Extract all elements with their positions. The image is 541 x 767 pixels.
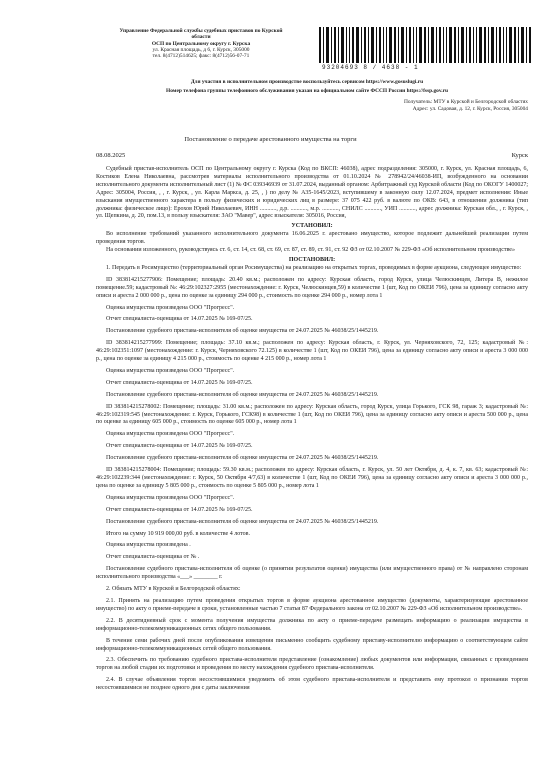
phone-notice-text: Номер телефона группы телефонного обслуживания указан на официальном сайте ФССП России https://fssp.gov.ru (166, 88, 448, 94)
document-city: Курск (511, 152, 528, 159)
property-item-2-appraiser: Оценка имущества произведена ООО "Прогресс". (106, 367, 235, 374)
barcode (319, 27, 533, 63)
ruling-item-2-3: 2.3. Обеспечить по требованию судебного пристава-исполнителя представление (ознакомление) любых документов или информации, связанных с проведением торгов на любой стадии их подготовки и проведения по месту нахождения судебного пристава-исполнителя. (96, 657, 528, 672)
ruling-item-2: 2. Обязать МТУ в Курской и Белгородской областях: (106, 586, 241, 593)
appraisal-blank: Оценка имущества произведена . (106, 542, 191, 549)
property-item-3: ID 383814215278002: Помещение; площадь: 31.00 кв.м.; расположен по адресу: Курская область, город Курск, улица Горького, ГСК 98, гараж 3; кадастровый №: 46:29:102319:545 (местонахождение: г. Курск, Горького, ГСК98) в количестве 1 (шт, Код по ОКЕИ 796), цена за единицу согласно акту описи и ареста 500 000 р., цена по оценке за единицу 605 000 р., стоимость по оценке 605 000 р., номер лота 1 (96, 403, 528, 426)
issuer-line5: тел. 8(4712)514625; факс: 8(4712)56-07-71 (152, 53, 250, 60)
property-item-4-report: Отчет специалиста-оценщика от 14.07.2025 № 169-07/25. (106, 506, 253, 513)
property-item-2: ID 383814215277999: Помещение; площадь: 37.10 кв.м.; расположен по адресу: Курская область, г. Курск, ул. Черняховского, 72, 125; кадастровый №: 46:29:102351:1097 (местонахождение: г. Курск, Черняховского 72.125) в количестве 1 (шт, Код по ОКЕИ 796), цена за единицу согласно акту описи и ареста 3 000 000 р., цена по оценке за единицу 4 215 000 р., стоимость по оценке 4 215 000 р., номер лота 1 (96, 340, 528, 363)
ruling-item-2-2: 2.2. В десятидневный срок с момента получения имущества должника по акту о приеме-передаче размещать информацию о реализации имущества в информационно-телекоммуникационных сетях общего пользования. (96, 617, 528, 632)
report-blank: Отчет специалиста-оценщика от № . (106, 554, 200, 561)
intro-paragraph: Судебный пристав-исполнитель ОСП по Центральному округу г. Курска (Код по ВКСП: 46038), адрес подразделения: 305000, г. Курск, ул. Красная площадь, 6, Костиков Елена Николаевна, рассмотрев материалы исполнительного производства от 01.10.2024 № 278942/24/46038-ИП, возбужденного на основании исполнительного документа исполнительный лист (1) № ФС 039346939 от 31.07.2024, выданный органом: Арбитражный суд Курской области (Код по ОКОГУ 1400027; Адрес: 305004, Россия, , , г. Курск, , ул. Карла Маркса, д. 25, , ) по делу № А35-1645/2023, вступившему в законную силу 12.07.2024, предмет исполнения: Иные взыскания имущественного характера в пользу физических и юридических лиц в размере: 37 075 422 руб. в валюте по ОКВ: 643, в отношении должника (тип должника: физическое лицо): Ерохов Юрий Николаевич, ИНН ..........., д.р. ..........., м.р. ..........., СНИЛС ..........., УИП ..........., адрес должника: Курская обл., , г. Курск, , ул. Щепкина, д. 20, пом.13, в пользу взыскателя: ЗАО "Мавер", адрес взыскателя: 305016, Россия, (96, 166, 528, 220)
ruling-item-2-4: 2.4. В случае объявления торгов несостоявшимися уведомить об этом судебного пристава-исполнителя и представить ему протокол о признании торгов несостоявшимися не позднее одного дня с даты заключения (96, 677, 528, 692)
addressee (300, 99, 528, 112)
property-item-1-resolution: Постановление судебного пристава-исполнителя об оценке имущества от 24.07.2025 № 46038/25/1445219. (106, 328, 379, 335)
phone-notice (86, 88, 528, 96)
property-item-2-report: Отчет специалиста-оценщика от 14.07.2025 № 169-07/25. (106, 379, 253, 386)
addressee-line1: Получатель: МТУ в Курской и Белгородской областях (403, 99, 528, 105)
resolution-sent-paragraph: Постановление судебного пристава-исполнителя об оценке (о принятии результатов оценки) имущества (или имущественного права) от № направлено сторонам исполнительного производства «___» ________ г. (96, 566, 528, 581)
property-item-4-appraiser: Оценка имущества произведена ООО "Прогресс". (106, 494, 235, 501)
issuer-header (96, 28, 306, 59)
addressee-line2: Адрес: ул. Садовая, д. 12, г. Курск, Россия, 305004 (412, 105, 528, 112)
ruling-item-1: 1. Передать в Росимущество (территориальный орган Росимущества) на реализацию на открытых торгах, проводимых в форме аукциона, следующее имущество: (106, 264, 522, 271)
property-item-1: ID 383814215277906: Помещение; площадь: 20.40 кв.м.; расположен по адресу: Курская область, город Курск, улица Челюскинцев, Литера В, нежилое помещение.59; кадастровый №: 46:29:102327:2955 (местонахождение: г. Курск, Челюскинцев,59) в количестве 1 (шт, Код по ОКЕИ 796), цена за единицу согласно акту описи и ареста 2 000 000 р., цена по оценке за единицу 294 000 р., стоимость по оценке 294 000 р., номер лота 1 (96, 276, 528, 299)
property-item-4-resolution: Постановление судебного пристава-исполнителя об оценке имущества от 24.07.2025 № 46038/25/1445219. (106, 518, 379, 525)
established-paragraph-2: На основании изложенного, руководствуясь ст. 6, ст. 14, ст. 68, ст. 69, ст. 87, ст. 89, ст. 91, ст. 92 ФЗ от 02.10.2007 № 229-ФЗ «Об исполнительном производстве» (106, 247, 515, 254)
property-item-3-resolution: Постановление судебного пристава-исполнителя об оценке имущества от 24.07.2025 № 46038/25/1445219. (106, 455, 379, 462)
property-item-1-report: Отчет специалиста-оценщика от 14.07.2025 № 169-07/25. (106, 316, 253, 323)
gosuslugi-notice-text: Для участия в исполнительном производстве воспользуйтесь сервисом https://www.gosuslugi.ru (190, 79, 424, 85)
property-item-4: ID 383814215278004: Помещение; площадь: 59.30 кв.м.; расположен по адресу: Курская область, г. Курск, ул. 50 лет Октября, д. 4, к. 7, кв. 63; кадастровый №: 46:29:102239:344 (местонахождение: г. Курск, 50 Октября 4/7,63) в количестве 1 (шт, Код по ОКЕИ 796), цена за единицу согласно акту описи и ареста 3 000 000 р., цена по оценке за единицу 5 805 000 р., стоимость по оценке 5 805 000 р., номер лота 1 (96, 467, 528, 489)
issuer-line2: области (191, 34, 211, 41)
total-amount: Итого на сумму 10 919 000,00 руб. в количестве 4 лотов. (106, 530, 250, 537)
heading-ustanovil: УСТАНОВИЛ: (291, 223, 333, 230)
gosuslugi-notice (86, 79, 528, 87)
ruling-item-2-1: 2.1. Принять на реализацию путем проведения открытых торгов в форме аукциона арестованное имущество (документы, характеризующие арестованное имущество) по акту о приеме-передаче в сроки, установленные частью 7 статьи 87 Федерального закона от 02.10.2007 № 229-ФЗ «Об исполнительном производстве». (96, 597, 528, 612)
established-paragraph-1: Во исполнение требований указанного исполнительного документа 16.06.2025 г. арестовано имущество, которое подлежит дальнейшей реализации путем проведения торгов. (96, 231, 528, 246)
publication-paragraph: В течение семи рабочих дней после опубликования извещения письменно сообщить судебному приставу-исполнителю информацию о соответствующем сайте информационно-телекоммуникационных сетей общего пользования. (96, 637, 528, 652)
issuer-line3: ОСП по Центральному округу г. Курска (151, 40, 251, 47)
issuer-line4: ул. Красная площадь, д 6, г. Курск, 305000 (152, 46, 250, 53)
property-item-3-appraiser: Оценка имущества произведена ООО "Прогресс". (106, 431, 235, 438)
document-title: Постановление о передаче арестованного имущества на торги (184, 136, 357, 143)
document-date: 08.08.2025 (96, 152, 126, 159)
barcode-number: 93204693 8 / 4638 - 1 (322, 64, 419, 71)
property-item-3-report: Отчет специалиста-оценщика от 14.07.2025 № 169-07/25. (106, 443, 253, 450)
issuer-line1: Управление Федеральной службы судебных приставов по Курской (119, 28, 283, 34)
property-item-1-appraiser: Оценка имущества произведена ООО "Прогресс". (106, 304, 235, 311)
heading-postanovil: ПОСТАНОВИЛ: (288, 256, 336, 263)
document-body (96, 166, 528, 693)
property-item-2-resolution: Постановление судебного пристава-исполнителя об оценке имущества от 24.07.2025 № 46038/25/1445219. (106, 391, 379, 398)
